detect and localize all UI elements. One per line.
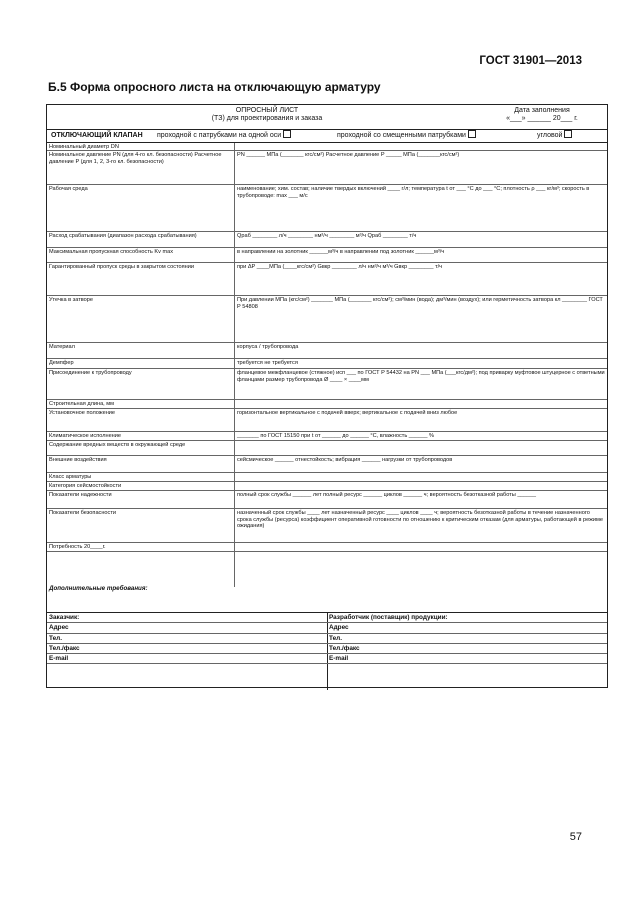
form-row xyxy=(47,369,607,400)
row-label: Внешние воздействия xyxy=(49,457,107,463)
form-row xyxy=(47,151,607,185)
form-row xyxy=(47,482,607,491)
developer-title: Разработчик (поставщик) продукции: xyxy=(327,613,607,623)
row-label: Климатическое исполнение xyxy=(49,433,122,439)
standard-number: ГОСТ 31901—2013 xyxy=(479,55,582,67)
row-label: Расход срабатывания (диапазон расхода срабатывания) xyxy=(49,233,197,239)
row-value[interactable]: назначенный срок службы ____ лет назначенный ресурс ____ циклов ____ ч; вероятность безотказной работы в течение назначенного срока службы (ресурса) коэффициент оперативной готовности по отношению к критическим отказам (для арматуры, работающей в режиме ожидания) xyxy=(237,510,603,530)
form-row xyxy=(47,296,607,343)
checkbox[interactable] xyxy=(564,130,572,138)
form-row xyxy=(47,509,607,543)
developer-block xyxy=(327,613,607,690)
row-label: Содержание вредных веществ в окружающей среде xyxy=(49,442,186,448)
form-row xyxy=(47,473,607,482)
form-title: ОПРОСНЫЙ ЛИСТ xyxy=(235,107,299,114)
row-label: Строительная длина, мм xyxy=(49,401,114,407)
contact-field[interactable]: E-mail xyxy=(47,654,327,664)
row-label: Класс арматуры xyxy=(49,474,92,480)
form-row xyxy=(47,143,607,151)
section-title: Б.5 Форма опросного листа на отключающую арматуру xyxy=(48,80,381,94)
row-value[interactable]: фланцевое межфланцевое (стяжное) исп ___ по ГОСТ Р 54432 на PN ___ МПа (___кгс/дм²); под приварку муфтовое штуцерное с ответными фланцами размер трубопровода Ø ____ × ____мм xyxy=(237,370,605,383)
customer-block xyxy=(47,613,328,690)
contact-field[interactable]: Адрес xyxy=(327,623,607,633)
column-divider xyxy=(234,143,235,587)
form-row xyxy=(47,432,607,441)
row-label: Материал xyxy=(49,344,75,350)
date-label: Дата заполнения xyxy=(514,107,570,114)
row-label: Номинальное давление PN (для 4-го кл. безопасности) Расчетное давление P (для 1, 2, 3-го кл. безопасности) xyxy=(49,152,222,165)
row-label: Номинальный диаметр DN xyxy=(49,144,119,150)
extra-requirements-label: Дополнительные требования: xyxy=(49,585,148,592)
row-value[interactable]: при ΔP ____МПа (____кгс/см²) Gвкр ________ л/ч нм³/ч м³/ч Gвкр ________ т/ч xyxy=(237,264,443,270)
form-row xyxy=(47,248,607,263)
valve-label: ОТКЛЮЧАЮЩИЙ КЛАПАН xyxy=(51,132,143,139)
row-label: Категория сейсмостойкости xyxy=(49,483,122,489)
contacts-section xyxy=(47,612,607,690)
customer-title: Заказчик: xyxy=(47,613,327,623)
checkbox[interactable] xyxy=(283,130,291,138)
contact-field[interactable]: Тел./факс xyxy=(327,644,607,654)
form-row xyxy=(47,343,607,359)
valve-option-angle: угловой xyxy=(537,132,563,139)
form-row xyxy=(47,232,607,248)
row-value[interactable]: При давлении МПа (кгс/см²) _______ МПа (_______ кгс/см²); см³/мин (вода); дм³/мин (воздух); или герметичность затвора кл ________ ГОСТ Р 54808 xyxy=(237,297,603,310)
form-row xyxy=(47,456,607,473)
row-value[interactable]: сейсмическое ______ отнестойкость; вибрация ______ нагрузки от трубопроводов xyxy=(237,457,453,463)
form-row xyxy=(47,441,607,456)
row-label: Демпфер xyxy=(49,360,74,366)
row-value[interactable]: горизонтальное вертикальное с подачей вверх; вертикальное с подачей вниз любое xyxy=(237,410,458,416)
form-rows xyxy=(47,143,607,552)
row-label: Присоединение к трубопроводу xyxy=(49,370,132,376)
row-label: Рабочая среда xyxy=(49,186,88,192)
valve-option-offset: проходной со смещенными патрубками xyxy=(337,132,466,139)
valve-type-row xyxy=(47,129,607,143)
contact-field[interactable]: E-mail xyxy=(327,654,607,664)
date-field[interactable]: «___» ______ 20___ г. xyxy=(506,115,578,122)
contact-field[interactable]: Тел./факс xyxy=(47,644,327,654)
row-value[interactable]: _______ по ГОСТ 15150 при t от ______ до ______ °С, влажность ______ % xyxy=(237,433,434,439)
row-value[interactable]: корпуса / трубопровода xyxy=(237,344,299,350)
form-row xyxy=(47,543,607,552)
row-value[interactable]: Qраб ________ л/ч ________ нм³/ч ________ м³/ч Qраб ________ т/ч xyxy=(237,233,417,239)
contact-field[interactable]: Тел. xyxy=(47,634,327,644)
row-label: Установочное положение xyxy=(49,410,116,416)
form-row xyxy=(47,359,607,369)
row-value[interactable]: наименование; хим. состав; наличие твердых включений ____ г/л; температура t от ___ °С до ___ °С; плотность ρ ___ кг/м³; скорость в трубопроводе: max ___ м/с xyxy=(237,186,590,199)
form-row xyxy=(47,185,607,232)
row-label: Гарантированный пропуск среды в закрытом состоянии xyxy=(49,264,195,270)
questionnaire-form xyxy=(46,104,608,688)
row-label: Показатели надежности xyxy=(49,492,112,498)
row-value[interactable]: PN ______ МПа (_______ кгс/см²) Расчетное давление P _____ МПа (_______кгс/см²) xyxy=(237,152,460,158)
row-value[interactable]: в направлении на золотник ______м³/ч в направлении под золотник ______м³/ч xyxy=(237,249,445,255)
form-row xyxy=(47,409,607,432)
row-label: Потребность 20____г. xyxy=(49,544,106,550)
row-label: Максимальная пропускная способность Kv max xyxy=(49,249,174,255)
checkbox[interactable] xyxy=(468,130,476,138)
form-header xyxy=(47,105,607,130)
row-label: Показатели безопасности xyxy=(49,510,117,516)
row-value[interactable]: полный срок службы ______ лет полный ресурс ______ циклов ______ ч; вероятность безотказной работы ______ xyxy=(237,492,536,498)
form-row xyxy=(47,263,607,296)
contact-field[interactable]: Тел. xyxy=(327,634,607,644)
form-row xyxy=(47,400,607,409)
row-value[interactable]: требуется не требуется xyxy=(237,360,298,366)
valve-option-inline: проходной с патрубками на одной оси xyxy=(157,132,282,139)
contact-field[interactable]: Адрес xyxy=(47,623,327,633)
page-number: 57 xyxy=(569,831,582,843)
form-subtitle: (ТЗ) для проектирования и заказа xyxy=(211,115,323,122)
row-label: Утечка в затворе xyxy=(49,297,94,303)
form-row xyxy=(47,491,607,509)
